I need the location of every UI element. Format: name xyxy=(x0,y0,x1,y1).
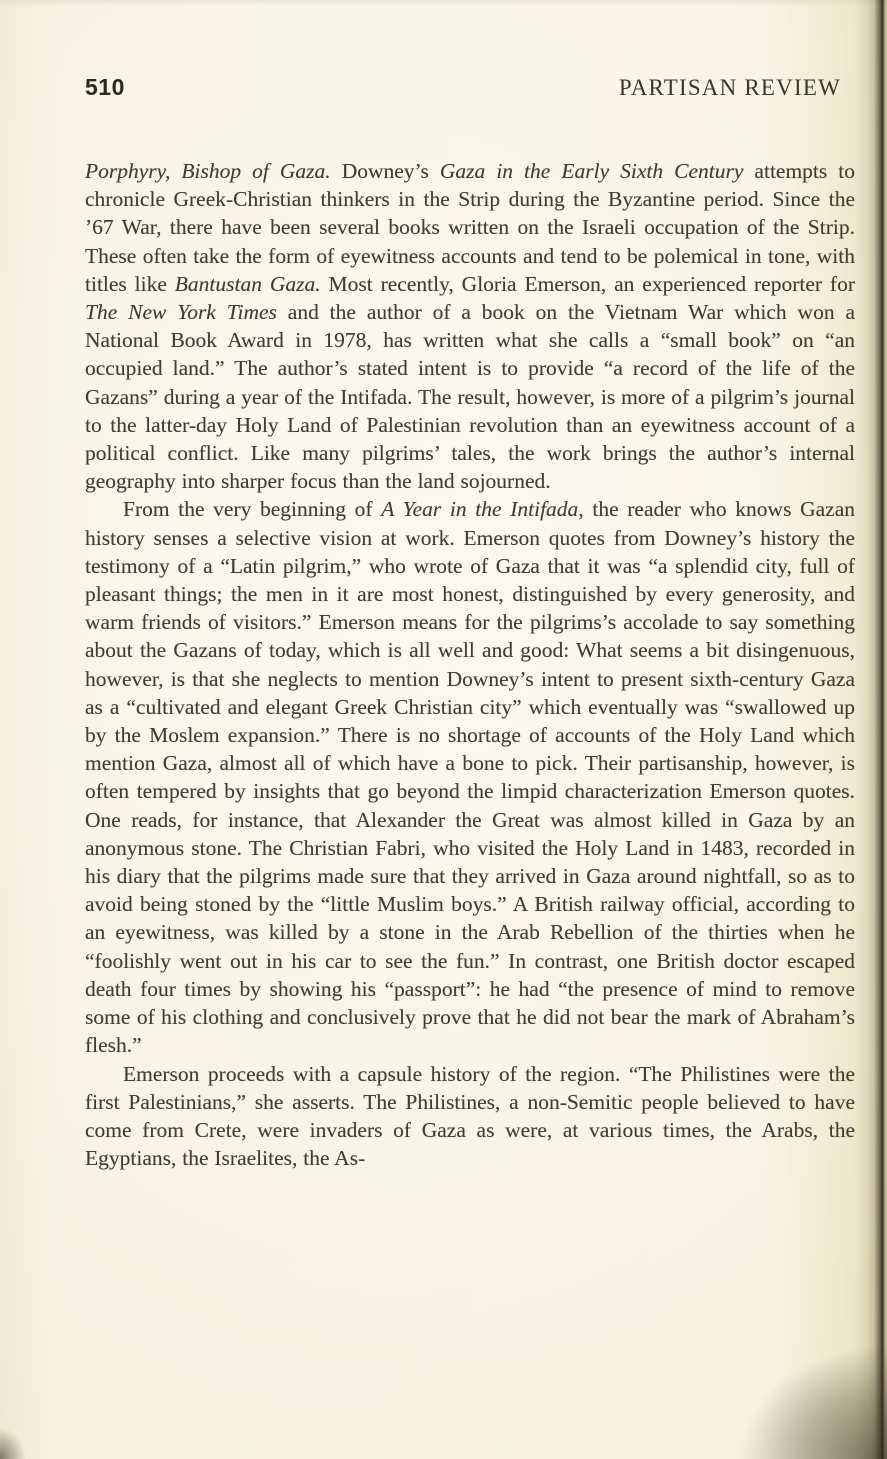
page-edge-binding-shadow xyxy=(855,0,887,1459)
bottom-right-corner-shadow xyxy=(737,1344,887,1459)
text-run: , the reader who knows Gazan history senses a selective vision at work. Emerson quotes from Downey’s history the testimony of a “Latin pilgrim,” who wrote of Gaza that it was “a splendid city, full of pleasant things; the men in it are most honest, distinguished by every generosity, and warm friends of visitors.” Emerson means for the pilgrims’s accolade to say something about the Gazans of today, which is all well and good: What seems a bit disingenuous, however, is that she neglects to mention Downey’s intent to present sixth-century Gaza as a “cultivated and elegant Greek Christian city” which eventually was “swallowed up by the Moslem expansion.” There is no shortage of accounts of the Holy Land which mention Gaza, almost all of which have a bone to pick. Their partisanship, however, is often tempered by insights that go beyond the limpid characterization Emerson quotes. One reads, for instance, that Alexander the Great was almost killed in Gaza by an anonymous stone. The Christian Fabri, who visited the Holy Land in 1483, recorded in his diary that the pilgrims made sure that they arrived in Gaza around nightfall, so as to avoid being stoned by the “little Muslim boys.” A British railway official, according to an eyewitness, was killed by a stone in the Arab Rebellion of the thirties when he “foolishly went out in his car to see the fun.” In contrast, one British doctor escaped death four times by showing his “passport”: he had “the presence of mind to remove some of his clothing and conclusively prove that he did not bear the mark of Abraham’s flesh.” xyxy=(85,497,855,1058)
paragraph xyxy=(85,1060,855,1173)
italic-text-run: Porphyry, Bishop of Gaza. xyxy=(85,159,331,183)
text-run: From the very beginning of xyxy=(123,497,382,522)
text-run: Emerson proceeds with a capsule history of the region. “The Philistines were the first Palestinians,” she asserts. The Philistines, a non-Semitic people believed to have come from Crete, were invaders of Gaza as were, at various times, the Arabs, the Egyptians, the Israelites, the As- xyxy=(85,1061,855,1171)
journal-title: PARTISAN REVIEW xyxy=(618,75,841,100)
text-run: Downey’s xyxy=(330,159,440,183)
italic-text-run: A Year in the Intifada xyxy=(381,497,579,522)
italic-text-run: Gaza in the Early Sixth Century xyxy=(439,159,744,183)
text-run: attempts to chronicle Greek-Christian thinkers in the Strip during the Byzantine period. Since the ’67 War, there have been several books written on the Israeli occupation of the Strip. These often take the form of eyewitness accounts and tend to be polemical in tone, with titles like xyxy=(85,159,856,296)
bottom-left-corner-shadow xyxy=(0,1427,26,1459)
page-number: 510 xyxy=(85,74,125,100)
body-text xyxy=(85,157,855,1172)
paragraph xyxy=(85,157,855,495)
page-header xyxy=(0,0,887,101)
text-run: Most recently, Gloria Emerson, an experienced reporter for xyxy=(320,271,856,296)
text-run: and the author of a book on the Vietnam War which won a National Book Award in 1978, has written what she calls a “small book” on “an occupied land.” The author’s stated intent is to provide “a record of the life of the Gazans” during a year of the Intifada. The result, however, is more of a pilgrim’s journal to the latter-day Holy Land of Palestinian revolution than an eyewitness account of a political conflict. Like many pilgrims’ tales, the work brings the author’s internal geography into sharper focus than the land sojourned. xyxy=(85,300,855,494)
italic-text-run: The New York Times xyxy=(85,300,277,325)
paragraph xyxy=(85,495,855,1059)
italic-text-run: Bantustan Gaza. xyxy=(174,271,321,296)
